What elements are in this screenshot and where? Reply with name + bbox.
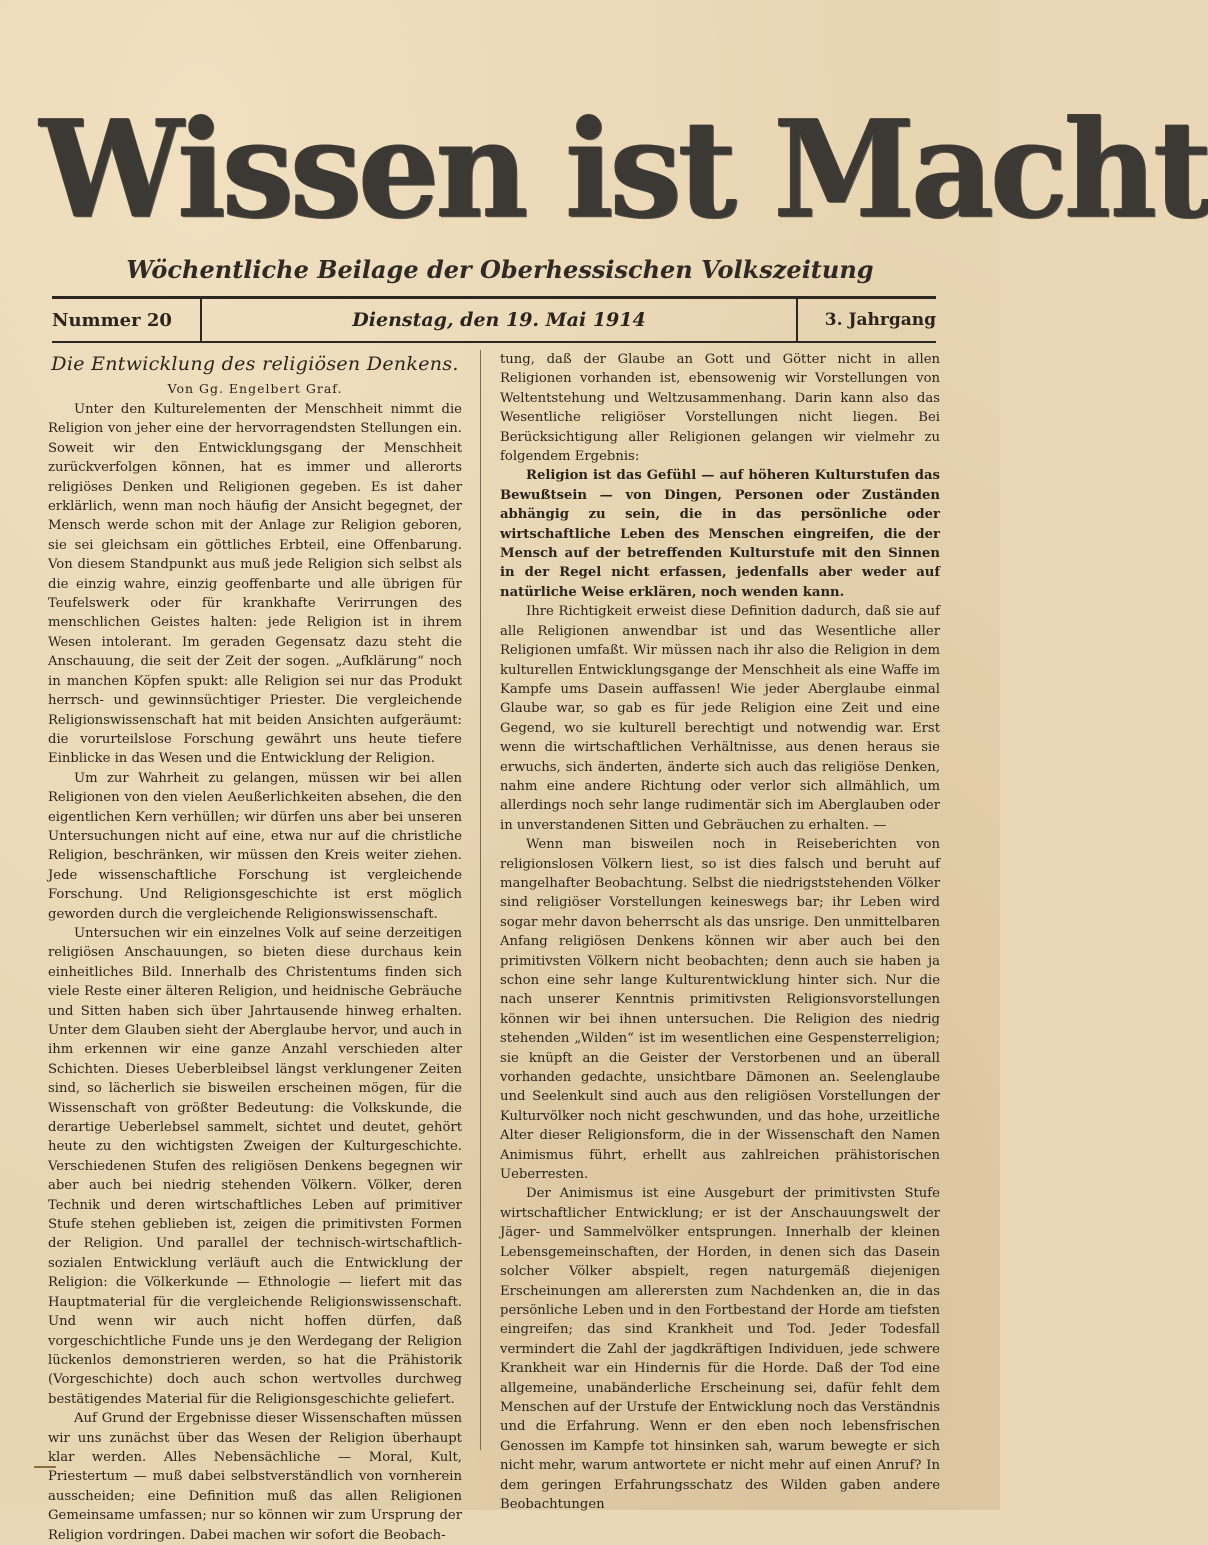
paragraph: Unter den Kulturelementen der Menschheit nimmt die Religion von jeher eine der hervorragendsten Stellungen ein. Soweit wir den Entwicklungsgang der Menschheit zurückverfolgen können, hat es immer und allerorts religiöses Denken und Religionen gegeben. Es ist daher erklärlich, wenn man noch häufig der Ansicht begegnet, der Mensch werde schon mit der Anlage zur Religion geboren, sie sei gleichsam ein göttliches Erbteil, eine Offenbarung. Von diesem Standpunkt aus muß jede Religion sich selbst als die einzig wahre, einzig geoffenbarte und alle übrigen für Teufelswerk oder für krankhafte Verirrungen des menschlichen Geistes halten: jede Religion ist in ihrem Wesen intolerant. Im geraden Gegensatz dazu steht die Anschauung, die seit der Zeit der sogen. „Aufklärung“ noch in manchen Köpfen spukt: alle Religion sei nur das Produkt herrsch- und gewinnsüchtiger Priester. Die vergleichende Religionswissenschaft hat mit beiden Ansichten aufgeräumt: die vorurteilslose Forschung gewährt uns heute tiefere Einblicke in das Wesen und die Entwicklung der Religion.: [48, 402, 462, 767]
paragraph: Untersuchen wir ein einzelnes Volk auf seine derzeitigen religiösen Anschauungen, so bieten diese durchaus kein einheitliches Bild. Innerhalb des Christentums finden sich viele Reste einer älteren Religion, und heidnische Gebräuche und Sitten haben sich über Jahrtausende hinweg erhalten. Unter dem Glauben sieht der Aberglaube hervor, und auch in ihm erkennen wir eine ganze Anzahl verschieden alter Schichten. Dieses Ueberbleibsel längst verklungener Zeiten sind, so lächerlich sie bisweilen erscheinen mögen, für die Wissenschaft von größter Bedeutung: die Volkskunde, die derartige Ueberlebsel sammelt, sichtet und deutet, gehört heute zu den wichtigsten Zweigen der Kulturgeschichte. Verschiedenen Stufen des religiösen Denkens begegnen wir aber auch bei niedrig stehenden Völkern. Völker, deren Technik und deren wirtschaftliches Leben auf primitiver Stufe stehen geblieben ist, zeigen die primitivsten Formen der Religion. Und parallel der technisch-wirtschaftlich-sozialen Entwicklung verläuft auch die Entwicklung der Religion: die Völkerkunde — Ethnologie — liefert mit das Hauptmaterial für die vergleichende Religionswissenschaft. Und wenn wir auch nicht hoffen dürfen, daß vorgeschichtliche Funde uns je den Werdegang der Religion lückenlos demonstrieren werden, so hat die Prähistorik (Vorgeschichte) doch auch schon wertvolles durchweg bestätigendes Material für die Religionsgeschichte geliefert.: [48, 925, 462, 1407]
paragraph: Der Animismus ist eine Ausgeburt der primitivsten Stufe wirtschaftlicher Entwicklung; er ist der Anschauungswelt der Jäger- und Sammelvölker entsprungen. Innerhalb der kleinen Lebensgemeinschaften, der Horden, in denen sich das Dasein solcher Völker abspielt, regen naturgemäß diejenigen Erscheinungen am allerersten zum Nachdenken an, die in das persönliche Leben und in den Fortbestand der Horde am tiefsten eingreifen; das sind Krankheit und Tod. Jeder Todesfall vermindert die Zahl der jagdkräftigen Individuen, jede schwere Krankheit war ein Hindernis für die Horde. Daß der Tod eine allgemeine, unabänderliche Erscheinung sei, dafür fehlt dem Menschen auf der Urstufe der Entwicklung noch das Verständnis und die Erfahrung. Wenn er den eben noch lebensfrischen Genossen im Kampfe tot hinsinken sah, warum bewegte er sich nicht mehr, warum antwortete er nicht mehr auf einen Anruf? In dem geringen Erfahrungsschatz des Wilden gaben andere Beobachtungen: [500, 1186, 940, 1512]
volume-year: 3. Jahrgang: [824, 310, 936, 330]
issue-number: Nummer 20: [52, 309, 172, 331]
column-right: [500, 350, 940, 1512]
definition-paragraph: Religion ist das Gefühl — auf höheren Kulturstufen das Bewußtsein — von Dingen, Personen oder Zuständen abhängig zu sein, die in das persönliche oder wirtschaftliche Leben des Menschen eingreifen, die der Mensch auf der betreffenden Kulturstufe mit den Sinnen in der Regel nicht erfassen, jedenfalls aber weder auf natürliche Weise erklären, noch wenden kann.: [500, 468, 940, 600]
masthead-subtitle: Wöchentliche Beilage der Oberhessischen Volkszeitung: [126, 255, 874, 284]
article-columns: [48, 350, 940, 1543]
margin-mark: [34, 1466, 56, 1468]
paragraph: tung, daß der Glaube an Gott und Götter nicht in allen Religionen vorhanden ist, ebensowenig wir Vorstellungen von Weltentstehung und Weltzusammenhang. Darin kann also das Wesentliche religiöser Vorstellungen nicht liegen. Bei Berücksichtigung aller Religionen gelangen wir vielmehr zu folgendem Ergebnis:: [500, 352, 940, 465]
article-title: Die Entwicklung des religiösen Denkens.: [51, 353, 459, 375]
masthead: [40, 91, 1208, 249]
paragraph: Um zur Wahrheit zu gelangen, müssen wir bei allen Religionen von den vielen Aeußerlichkeiten absehen, die den eigentlichen Kern verhüllen; wir dürfen uns aber bei unseren Untersuchungen nicht auf eine, etwa nur auf die christliche Religion, beschränken, wir müssen den Kreis weiter ziehen. Jede wissenschaftliche Forschung ist vergleichende Forschung. Und Religionsgeschichte ist erst möglich geworden durch die vergleichende Religionswissenschaft.: [48, 770, 462, 922]
paragraph: Auf Grund der Ergebnisse dieser Wissenschaften müssen wir uns zunächst über das Wesen der Religion überhaupt klar werden. Alles Nebensächliche — Moral, Kult, Priestertum — muß dabei selbstverständlich von vornherein ausscheiden; eine Definition muß das allen Religionen Gemeinsame umfassen; nur so können wir zum Ursprung der Religion vordringen. Dabei machen wir sofort die Beobach-: [48, 1411, 462, 1543]
article-byline: Von Gg. Engelbert Graf.: [167, 381, 343, 396]
issue-date: Dienstag, den 19. Mai 1914: [200, 299, 798, 341]
column-left: [48, 350, 462, 1543]
column-divider: [480, 350, 481, 1450]
masthead-title: Wissen ist Macht: [40, 91, 1208, 249]
paragraph: Wenn man bisweilen noch in Reiseberichten von religionslosen Völkern liest, so ist dies falsch und beruht auf mangelhafter Beobachtung. Selbst die niedrigststehenden Völker sind religiöser Vorstellungen keineswegs bar; ihr Leben wird sogar mehr davon beherrscht als das unsrige. Den unmittelbaren Anfang religiösen Denkens können wir aber auch bei den primitivsten Völkern nicht beobachten; denn auch sie haben ja schon eine sehr lange Kulturentwicklung hinter sich. Nur die nach unserer Kenntnis primitivsten Religionsvorstellungen können wir bei ihnen untersuchen. Die Religion des niedrig stehenden „Wilden“ ist im wesentlichen eine Gespensterreligion; sie knüpft an die Geister der Verstorbenen und an überall vorhanden gedachte, unsichtbare Dämonen an. Seelenglaube und Seelenkult sind auch aus den religiösen Vorstellungen der Kulturvölker noch nicht geschwunden, und das hohe, urzeitliche Alter dieser Religionsform, die in der Wissenschaft den Namen Animismus führt, erhellt aus zahlreichen prähistorischen Ueberresten.: [500, 837, 940, 1183]
issue-info-bar: [52, 296, 936, 343]
paragraph: Ihre Richtigkeit erweist diese Definition dadurch, daß sie auf alle Religionen anwendbar ist und das Wesentliche aller Religionen umfaßt. Wir müssen nach ihr also die Religion in dem kulturellen Entwicklungsgange der Menschheit als eine Waffe im Kampfe ums Dasein auffassen! Wie jeder Aberglaube einmal Glaube war, so gab es für jede Religion eine Zeit und eine Gegend, wo sie kulturell berechtigt und notwendig war. Erst wenn die wirtschaftlichen Verhältnisse, aus denen heraus sie erwuchs, sich änderten, änderte sich auch das religiöse Denken, nahm eine andere Richtung oder verlor sich allmählich, um allerdings noch sehr lange rudimentär sich im Aberglauben oder in unverstandenen Sitten und Gebräuchen zu erhalten. —: [500, 604, 940, 833]
